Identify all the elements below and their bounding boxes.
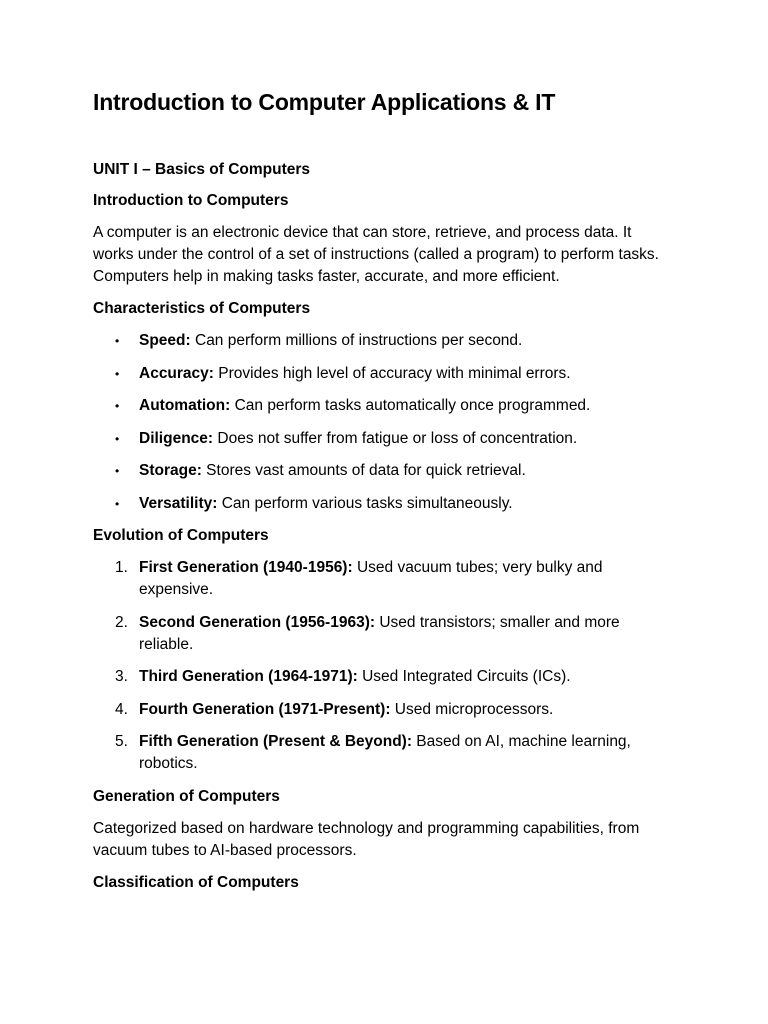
bullet-icon: • [115,334,120,348]
characteristics-heading: Characteristics of Computers [93,300,311,317]
list-item [93,731,672,775]
bullet-icon: • [115,496,120,511]
list-item [93,612,672,656]
bullet-icon: • [115,431,120,446]
document-title: Introduction to Computer Applications & IT [93,89,556,115]
list-item [93,666,672,688]
list-item [93,460,672,482]
item-desc: Can perform millions of instructions per second. [190,332,523,349]
item-term: Automation: [139,397,231,414]
item-term: Speed: [139,332,191,349]
list-item [93,395,672,417]
bullet-icon: • [115,366,120,381]
item-desc: Stores vast amounts of data for quick retrieval. [201,462,526,479]
item-number: 1. [115,559,128,576]
item-term: Storage: [139,462,202,479]
generation-heading: Generation of Computers [93,787,280,805]
item-term: Second Generation (1956-1963): [139,613,376,631]
generation-paragraph: Categorized based on hardware technology and programming capabilities, from vacuum tubes to AI-based processors. [93,819,640,859]
item-desc: Can perform tasks automatically once programmed. [230,397,591,414]
item-term: Fourth Generation (1971-Present): [139,700,391,718]
item-desc: Used vacuum tubes; very bulky and expensive. [139,559,603,598]
item-number: 4. [115,700,128,718]
item-desc: Based on AI, machine learning, robotics. [139,733,631,772]
item-term: Third Generation (1964-1971): [139,668,358,685]
item-desc: Provides high level of accuracy with minimal errors. [213,364,571,382]
item-desc: Used Integrated Circuits (ICs). [357,668,571,685]
classification-heading: Classification of Computers [93,873,299,891]
item-term: Accuracy: [139,364,214,382]
item-term: Fifth Generation (Present & Beyond): [139,733,412,750]
unit-heading: UNIT I – Basics of Computers [93,161,311,178]
list-item [93,699,672,721]
item-desc: Does not suffer from fatigue or loss of concentration. [213,429,578,447]
list-item [93,330,672,352]
intro-heading: Introduction to Computers [93,192,289,209]
item-term: Diligence: [139,429,214,447]
item-number: 3. [115,668,128,685]
list-item [93,557,672,601]
bullet-icon: • [115,464,120,478]
list-item [93,428,672,450]
list-item [93,493,672,515]
item-term: First Generation (1940-1956): [139,559,353,576]
item-desc: Can perform various tasks simultaneously. [217,494,513,512]
item-term: Versatility: [139,494,218,512]
characteristics-list [93,330,672,515]
intro-paragraph: A computer is an electronic device that can store, retrieve, and process data. It works under the control of a set of instructions (called a program) to perform tasks. Computers help in making tasks faster, accurate, and more efficient. [93,224,659,285]
evolution-heading: Evolution of Computers [93,527,269,544]
item-desc: Used transistors; smaller and more reliable. [139,613,620,653]
item-desc: Used microprocessors. [390,700,554,718]
evolution-list [93,557,672,775]
list-item [93,363,672,385]
bullet-icon: • [115,399,120,413]
item-number: 5. [115,733,128,750]
item-number: 2. [115,613,128,631]
